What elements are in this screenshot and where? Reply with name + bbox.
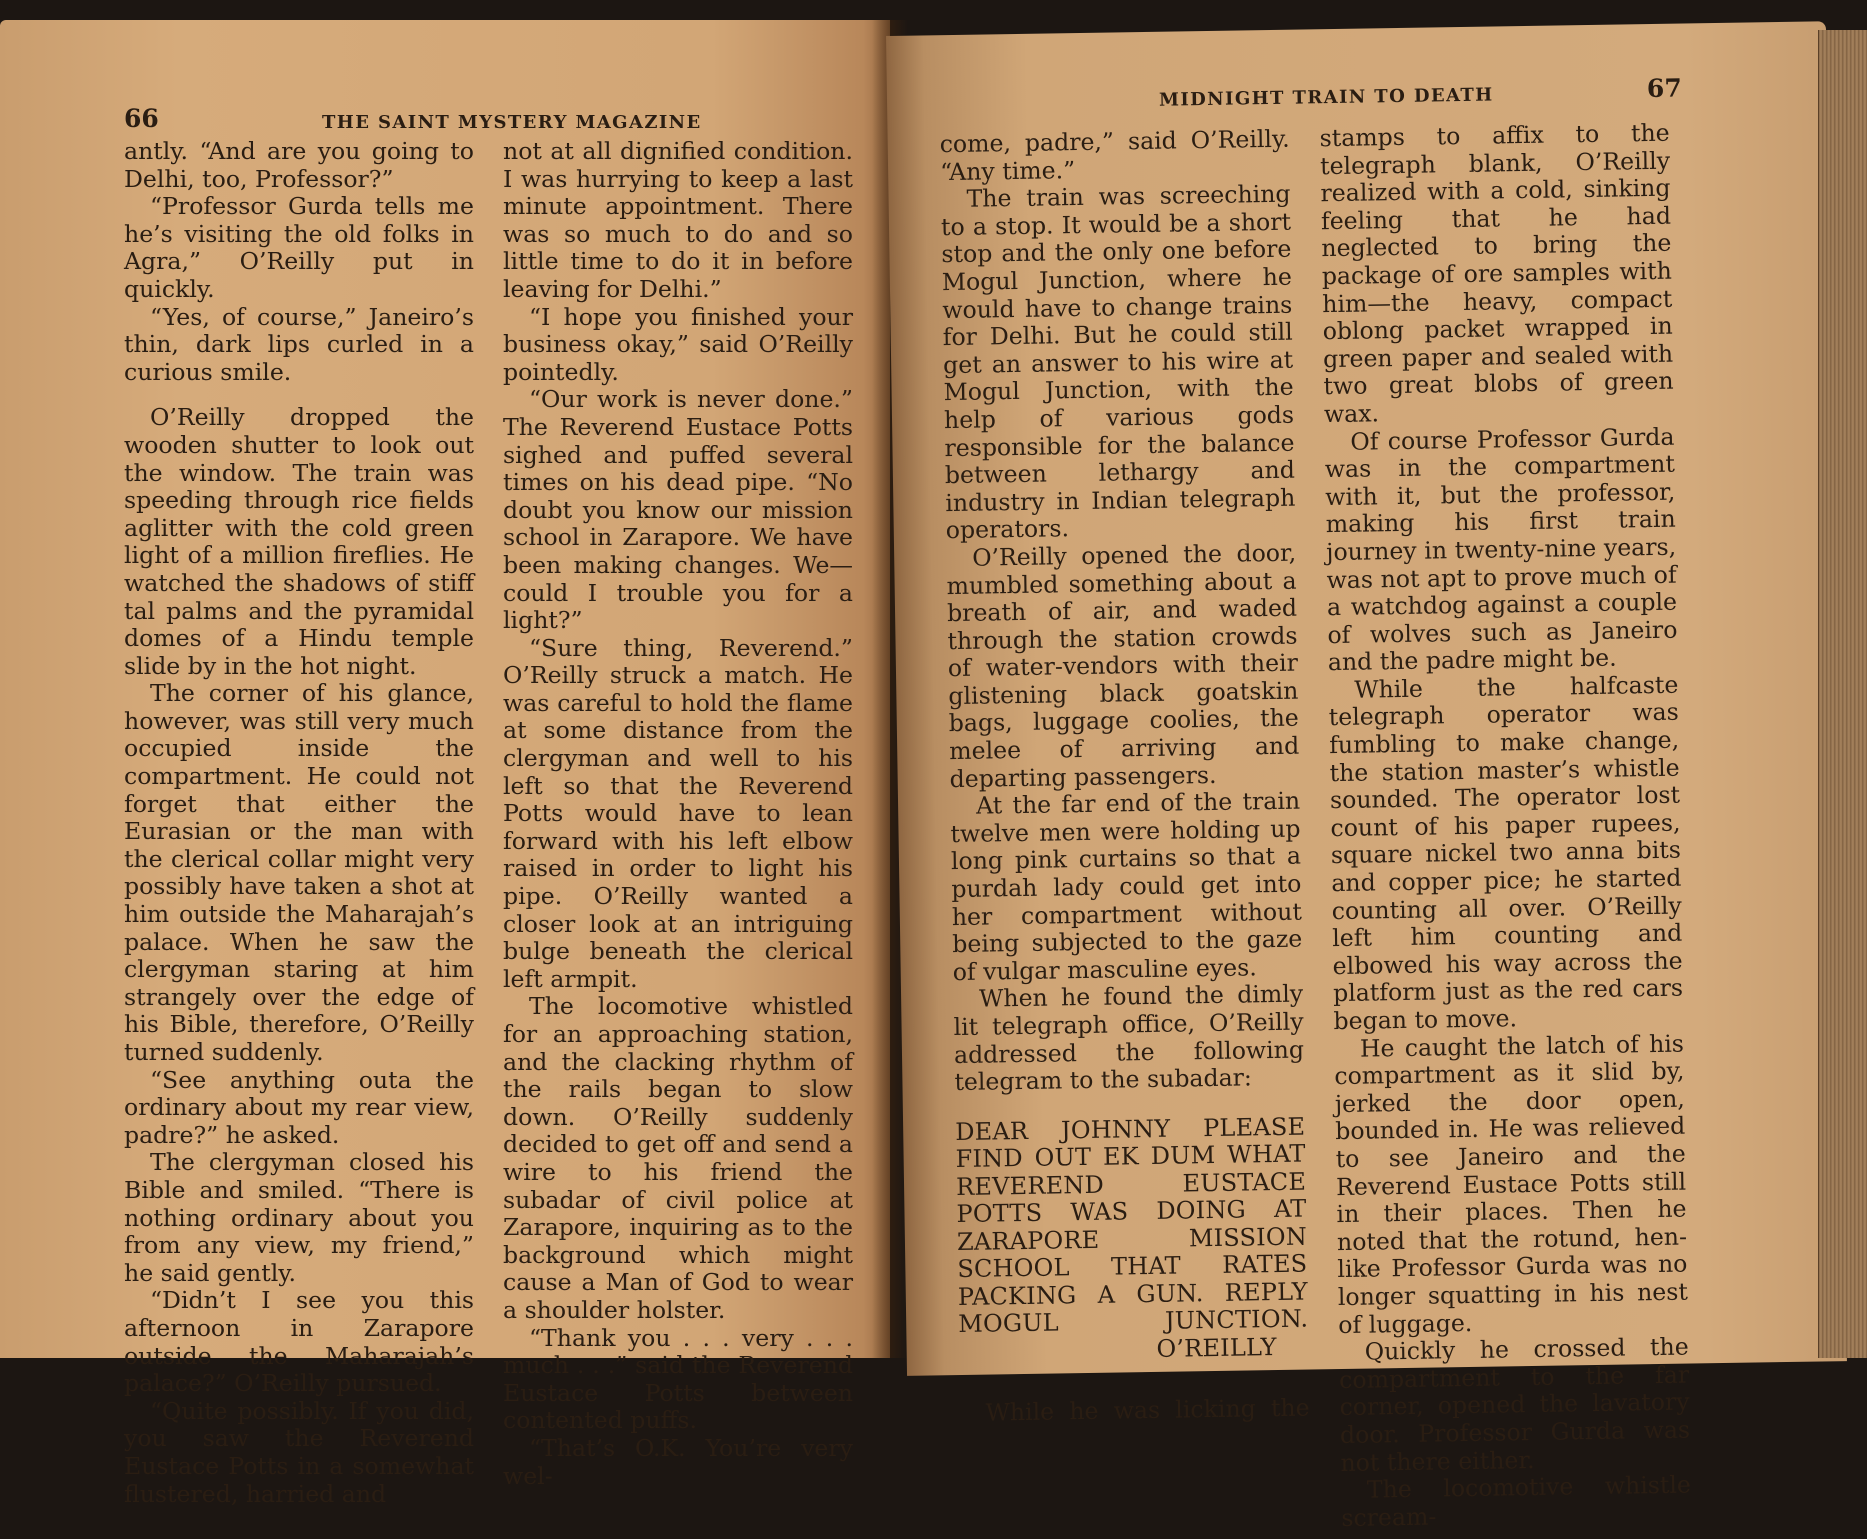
paragraph: Of course Professor Gurda was in the compartment with it, but the professor, making his first train journey in twenty-nine years, was not apt to prove much of a watchdog against a couple of wolves such as Janeiro and the padre might be. [1324, 422, 1678, 677]
paragraph: not at all dignified condition. I was hurrying to keep a last minute appointment. There was so much to do and so little time to do it in before leaving for Delhi.” [503, 137, 853, 303]
paragraph: The clergyman closed his Bible and smiled. “There is nothing ordinary about you from any view, my friend,” he said gently. [124, 1148, 474, 1287]
paragraph: “Yes, of course,” Janeiro’s thin, dark lips curled in a curious smile. [124, 302, 474, 386]
left-page [0, 20, 890, 1508]
right-page [886, 21, 1847, 1532]
running-head-right: MIDNIGHT TRAIN TO DEATH [1158, 84, 1494, 111]
left-column-2 [503, 138, 853, 1490]
paragraph: The corner of his glance, however, was still very much occupied inside the compartment. He could not forget that either the Eurasian or the man with the clerical collar might very possibly have taken a shot at him outside the Maharajah’s palace. When he saw the clergyman staring at him strangely over the edge of his Bible, therefore, O’Reilly turned suddenly. [124, 679, 474, 1066]
right-column-1 [940, 126, 1310, 1428]
paragraph: “Quite possibly. If you did, you saw the Reverend Eustace Potts in a somewhat flustered, harried and [124, 1396, 474, 1508]
paragraph: O’Reilly opened the door, mumbled something about a breath of air, and waded through the station crowds of water-vendors with their glistening black goatskin bags, luggage coolies, the melee of arriving and departing passengers. [946, 538, 1300, 793]
page-number-left: 66 [124, 104, 159, 133]
paragraph: “See anything outa the ordinary about my rear view, padre?” he asked. [124, 1065, 474, 1149]
paragraph: stamps to affix to the telegraph blank, O’Reilly realized with a cold, sinking feeling that he had neglected to bring the package of ore samples with him—the heavy, compact oblong packet wrapped in green paper and sealed with two great blobs of green wax. [1319, 118, 1674, 429]
paragraph: The locomotive whistle scream- [1341, 1470, 1692, 1532]
page-edges [1818, 30, 1867, 1358]
paragraph: O’Reilly dropped the wooden shutter to look out the window. The train was speeding through rice fields aglitter with the cold green light of a million fireflies. He watched the shadows of stiff tal palms and the pyramidal domes of a Hindu temple slide by in the hot night. [124, 403, 474, 680]
paragraph: When he found the dimly lit telegraph office, O’Reilly addressed the following telegram to the subadar: [953, 979, 1305, 1097]
paragraph: “Thank you . . . very . . . much . . .” said the Reverend Eustace Potts between contented puffs. [503, 1323, 853, 1435]
paragraph: The locomotive whistled for an approaching station, and the clacking rhythm of the rails began to slow down. O’Reilly suddenly decided to get off and send a wire to his friend the subadar of civil police at Zarapore, inquiring as to the background which might cause a Man of God to wear a shoulder holster. [503, 992, 853, 1324]
paragraph: “Sure thing, Reverend.” O’Reilly struck a match. He was careful to hold the flame at some distance from the clergyman and well to his left so that the Reverend Potts would have to lean forward with his left elbow raised in order to light his pipe. O’Reilly wanted a closer look at an intriguing bulge beneath the clerical left armpit. [503, 633, 853, 993]
telegram-text: DEAR JOHNNY PLEASE FIND OUT EK DUM WHAT REVEREND EUSTACE POTTS WAS DOING AT ZARAPORE MISSION SCHOOL THAT RATES PACKING A GUN. REPLY MOGUL JUNCTION. [955, 1112, 1309, 1339]
left-column-1 [124, 138, 474, 1508]
paragraph: “Professor Gurda tells me he’s visiting the old folks in Agra,” O’Reilly put in quickly. [124, 192, 474, 303]
right-column-2 [1319, 120, 1691, 1533]
paragraph: “Didn’t I see you this afternoon in Zarapore outside the Maharajah’s palace?” O’Reilly pursued. [124, 1286, 474, 1398]
paragraph: “Our work is never done.” The Reverend Eustace Potts sighed and puffed several times on his dead pipe. “No doubt you know our mission school in Zarapore. We have been making changes. We—could I trouble you for a light?” [503, 385, 853, 635]
paragraph: come, padre,” said O’Reilly. “Any time.” [939, 124, 1290, 186]
paragraph: “That’s O.K. You’re very wel- [503, 1433, 853, 1490]
page-number-right: 67 [1646, 73, 1682, 104]
running-head-left: THE SAINT MYSTERY MAGAZINE [322, 112, 702, 133]
paragraph: “I hope you finished your business okay,” said O’Reilly pointedly. [503, 302, 853, 386]
paragraph: The train was screeching to a stop. It would be a short stop and the only one before Mogul Junction, where he would have to change trains for Delhi. But he could still get an answer to his wire at Mogul Junction, with the help of various gods responsible for the balance between lethargy and industry in Indian telegraph operators. [940, 179, 1296, 545]
paragraph: Quickly he crossed the compartment to the far corner, opened the lavatory door. Professor Gurda was not there either. [1338, 1332, 1691, 1477]
paragraph: While the halfcaste telegraph operator was fumbling to make change, the station master’s whistle sounded. The operator lost count of his paper rupees, square nickel two anna bits and copper pice; he started counting all over. O’Reilly left him counting and elbowed his way across the platform just as the red cars began to move. [1328, 670, 1684, 1036]
telegram-signature: O’REILLY [1156, 1332, 1277, 1363]
paragraph: He caught the latch of his compartment as it slid by, jerked the door open, bounded in. He was relieved to see Janeiro and the Reverend Eustace Potts still in their places. Then he noted that the rotund, hen-like Professor Gurda was no longer squatting in his nest of luggage. [1334, 1029, 1689, 1339]
paragraph: While he was licking the [985, 1393, 1310, 1427]
paragraph: At the far end of the train twelve men were holding up long pink curtains so that a purdah lady could get into her compartment without being subjected to the gaze of vulgar masculine eyes. [950, 786, 1303, 986]
paragraph: antly. “And are you going to Delhi, too, Professor?” [124, 137, 474, 193]
